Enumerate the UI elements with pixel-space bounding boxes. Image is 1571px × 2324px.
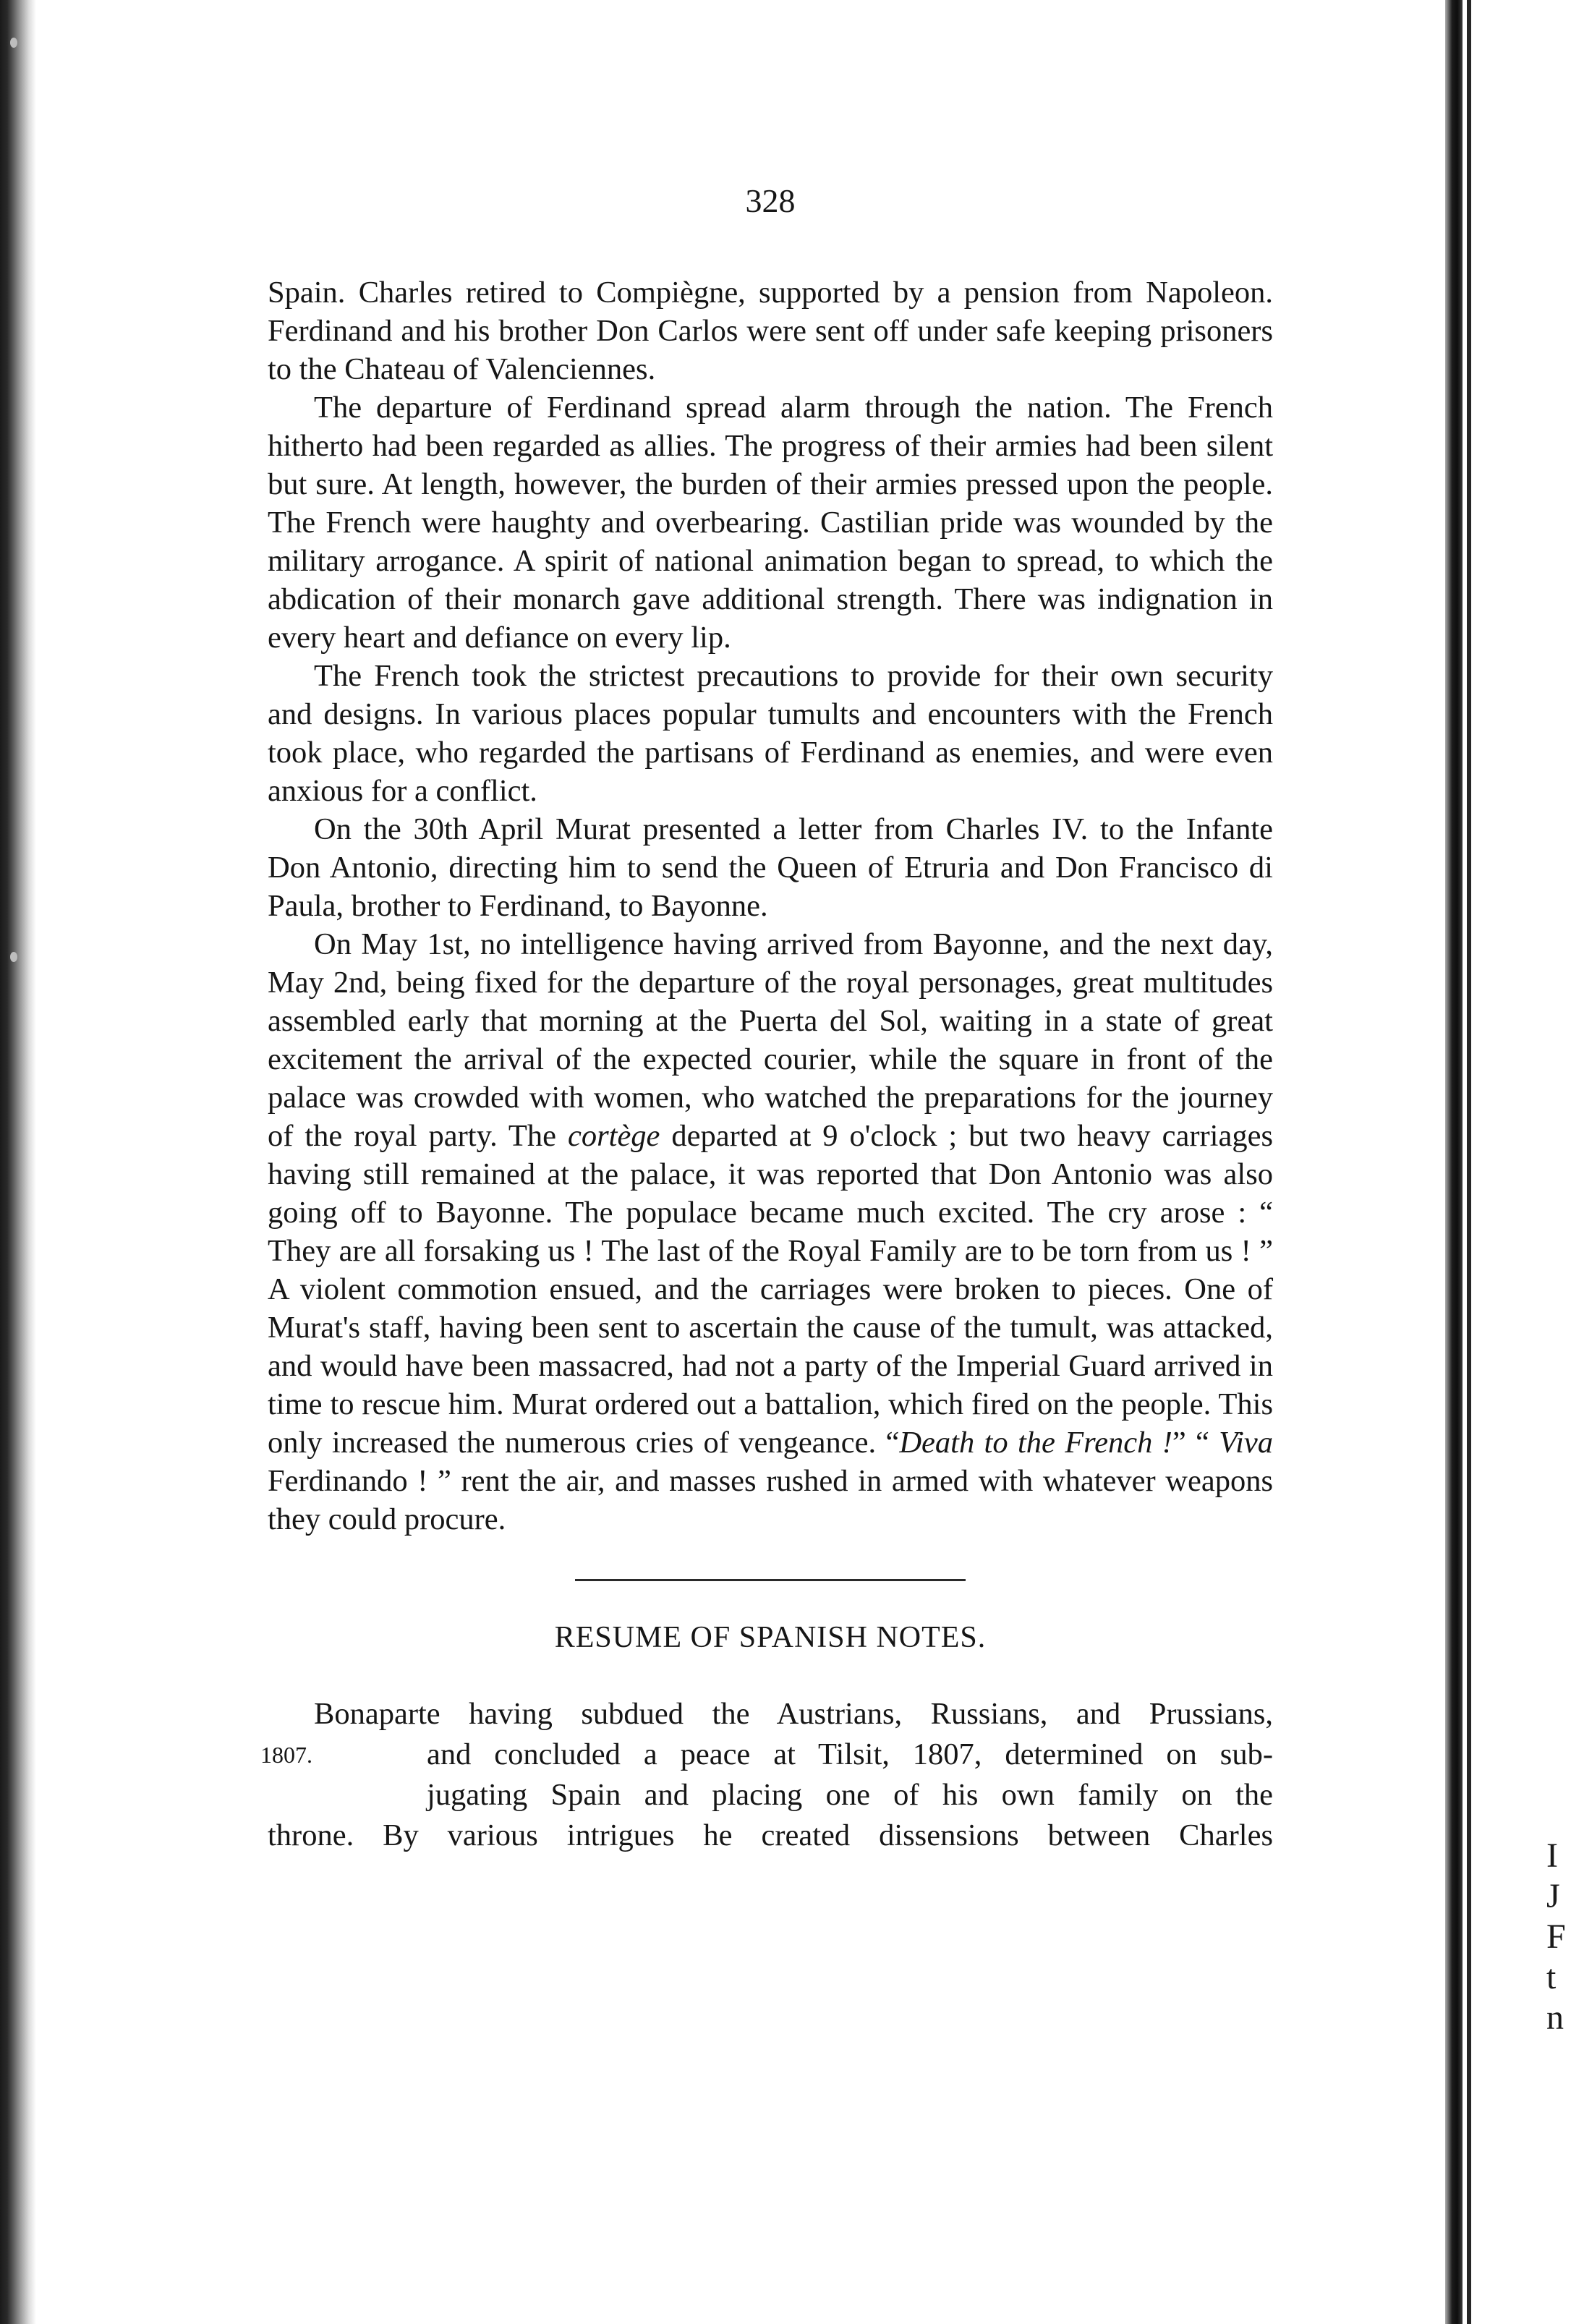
body-text bbox=[268, 273, 1273, 1538]
paragraph bbox=[268, 657, 1273, 810]
section-title: RESUME OF SPANISH NOTES. bbox=[554, 1621, 987, 1654]
italic-text: Viva bbox=[1219, 1426, 1273, 1460]
paragraph bbox=[268, 810, 1273, 925]
adjacent-page-letter: t bbox=[1546, 1958, 1557, 1996]
gutter-line bbox=[1467, 0, 1471, 2324]
resume-line: Bonaparte having subdued the Austrians, Russians, and Prussians, bbox=[314, 1697, 1273, 1731]
adjacent-page-letter: I bbox=[1546, 1836, 1558, 1875]
text-run: On May 1st, no intelligence having arrived from Bayonne, and the next day, May 2nd, being fixed for the departure of the royal personages, great multitudes assembled early that morning at the Puerta del Sol, waiting in a state of great excitement the arrival of the expected courier, while the square in front of the palace was crowded with women, who watched the preparations for the journey of the royal party. The bbox=[268, 927, 1273, 1153]
italic-text: cortège bbox=[567, 1119, 660, 1153]
resume-line: jugating Spain and placing one of his own family on the bbox=[427, 1778, 1273, 1812]
italic-text: Death to the French ! bbox=[899, 1426, 1172, 1460]
paragraph bbox=[268, 925, 1273, 1538]
text-run: Ferdinando ! ” rent the air, and masses rushed in armed with whatever weapons they could procure. bbox=[268, 1464, 1273, 1536]
text-run: On the 30th April Murat presented a letter from Charles IV. to the Infante Don Antonio, directing him to send the Queen of Etruria and Don Francisco di Paula, brother to Ferdinand, to Bayonne. bbox=[268, 812, 1273, 923]
resume-line: and concluded a peace at Tilsit, 1807, determined on sub- bbox=[427, 1737, 1273, 1771]
resume-line: throne. By various intrigues he created dissensions between Charles bbox=[268, 1818, 1273, 1852]
text-run: The departure of Ferdinand spread alarm through the nation. The French hitherto had been regarded as allies. The progress of their armies had been silent but sure. At length, however, the burden of their armies pressed upon the people. The French were haughty and overbearing. Castilian pride was wounded by the military arrogance. A spirit of national animation began to spread, to which the abdication of their monarch gave additional strength. There was indignation in every heart and defiance on every lip. bbox=[268, 391, 1273, 655]
section-divider bbox=[575, 1579, 966, 1581]
text-run: Spain. Charles retired to Compiègne, supported by a pension from Napoleon. Ferdinand and his brother Don Carlos were sent off under safe keeping prisoners to the Chateau of Valenciennes. bbox=[268, 276, 1273, 386]
page bbox=[260, 181, 1273, 1856]
page-number: 328 bbox=[745, 182, 796, 219]
paragraph bbox=[268, 388, 1273, 657]
text-run: ” “ bbox=[1172, 1426, 1219, 1460]
resume-paragraph bbox=[260, 1694, 1273, 1856]
adjacent-page-letter: F bbox=[1546, 1917, 1566, 1956]
margin-note-year: 1807. bbox=[260, 1742, 312, 1768]
scan-speck bbox=[10, 952, 17, 962]
scan-edge-left bbox=[0, 0, 36, 2324]
text-run: The French took the strictest precautions to provide for their own security and designs. In various places popular tumults and encounters with the French took place, who regarded the partisans of Ferdinand as enemies, and were even anxious for a conflict. bbox=[268, 659, 1273, 808]
book-gutter bbox=[1438, 0, 1571, 2324]
paragraph bbox=[268, 273, 1273, 388]
scan-speck bbox=[10, 38, 17, 48]
text-run: departed at 9 o'clock ; but two heavy carriages having still remained at the palace, it was reported that Don Antonio was also going off to Bayonne. The populace became much excited. The cry arose : “ They are all forsaking us ! The last of the Royal Family are to be torn from us ! ” A violent commotion ensued, and the carriages were broken to pieces. One of Murat's staff, having been sent to ascertain the cause of the tumult, was attacked, and would have been massacred, had not a party of the Imperial Guard arrived in time to rescue him. Murat ordered out a battalion, which fired on the people. This only increased the numerous cries of vengeance. “ bbox=[268, 1119, 1273, 1460]
gutter-shadow bbox=[1445, 0, 1463, 2324]
adjacent-page-letter: n bbox=[1546, 1999, 1564, 2037]
adjacent-page-letter: J bbox=[1546, 1877, 1560, 1915]
